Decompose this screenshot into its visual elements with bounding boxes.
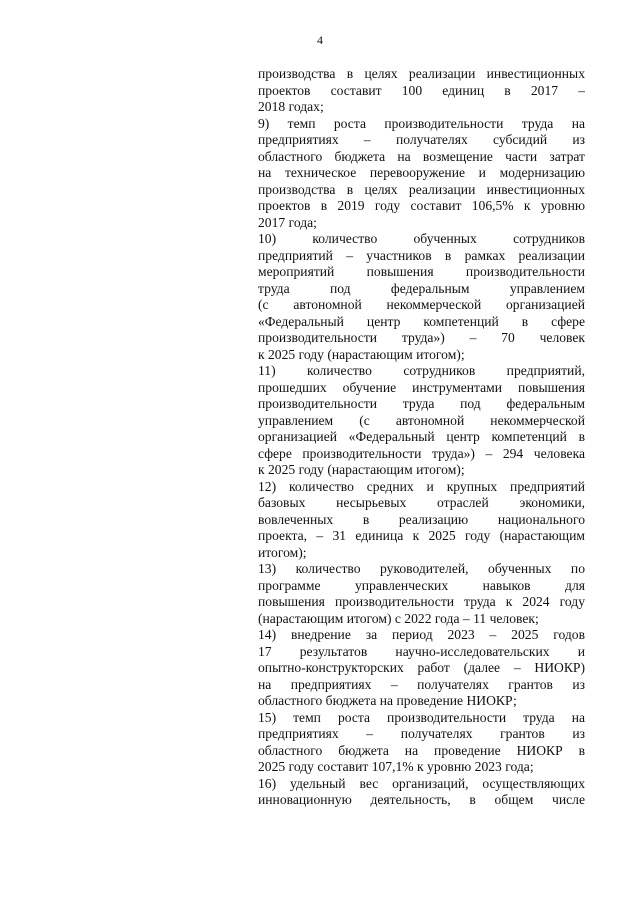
text-line: 2018 годах; [258,99,324,114]
body-text [258,66,585,809]
text-line: на предприятиях – получателях грантов из [258,676,585,692]
text-line: организацией «Федеральный центр компетенций в [258,429,585,444]
text-line: 2017 года; [258,214,317,230]
text-line: к 2025 году (нарастающим итогом); [258,462,465,477]
text-line: итогом); [258,544,307,560]
text-line: предприятиях – получателях субсидий из [258,132,585,147]
text-line: 10) количество обученных сотрудников [258,231,585,246]
text-line: мероприятий повышения производительности [258,264,585,279]
text-line: областного бюджета на проведение НИОКР; [258,693,517,708]
text-line: предприятиях – получателях грантов из [258,726,585,741]
text-line: повышения производительности труда к 2024 году [258,594,585,609]
text-line: 11) количество сотрудников предприятий, [258,363,585,378]
text-line: программе управленческих навыков для [258,577,585,593]
text-line: 2025 году составит 107,1% к уровню 2023 года; [258,759,534,774]
text-line: опытно-конструкторских работ (далее – НИОКР) [258,660,585,675]
text-line: «Федеральный центр компетенций в сфере [258,313,585,329]
text-line: вовлеченных в реализацию национального [258,511,585,527]
text-line: проектов составит 100 единиц в 2017 – [258,82,585,98]
text-line: 9) темп роста производительности труда на [258,115,585,131]
text-line: на техническое перевооружение и модернизацию [258,165,585,180]
text-line: производства в целях реализации инвестиционных [258,66,585,81]
text-line: (нарастающим итогом) с 2022 года – 11 человек; [258,610,539,626]
text-line: прошедших обучение инструментами повышения [258,379,585,395]
text-line: 12) количество средних и крупных предприятий [258,478,585,494]
text-line: проектов в 2019 году составит 106,5% к уровню [258,198,585,213]
text-line: предприятий – участников в рамках реализации [258,247,585,263]
text-line: производства в целях реализации инвестиционных [258,181,585,197]
text-line: управлением (с автономной некоммерческой [258,412,585,428]
text-line: инновационную деятельность, в общем числе [258,792,585,807]
text-line: 15) темп роста производительности труда на [258,709,585,725]
text-line: труда под федеральным управлением [258,280,585,296]
text-line: базовых несырьевых отраслей экономики, [258,495,585,510]
text-line: 17 результатов научно-исследовательских и [258,643,585,659]
text-line: областного бюджета на проведение НИОКР в [258,742,585,758]
text-line: производительности труда под федеральным [258,396,585,411]
text-line: (с автономной некоммерческой организацией [258,297,585,312]
text-line: проекта, – 31 единица к 2025 году (нарастающим [258,528,585,543]
text-line: 16) удельный вес организаций, осуществляющих [258,775,585,791]
text-line: 13) количество руководителей, обученных по [258,561,585,576]
text-line: к 2025 году (нарастающим итогом); [258,346,465,362]
text-line: 14) внедрение за период 2023 – 2025 годов [258,627,585,642]
page-number: 4 [317,33,323,47]
text-line: сфере производительности труда») – 294 человека [258,445,585,461]
text-line: производительности труда») – 70 человек [258,330,585,345]
text-line: областного бюджета на возмещение части затрат [258,148,585,164]
